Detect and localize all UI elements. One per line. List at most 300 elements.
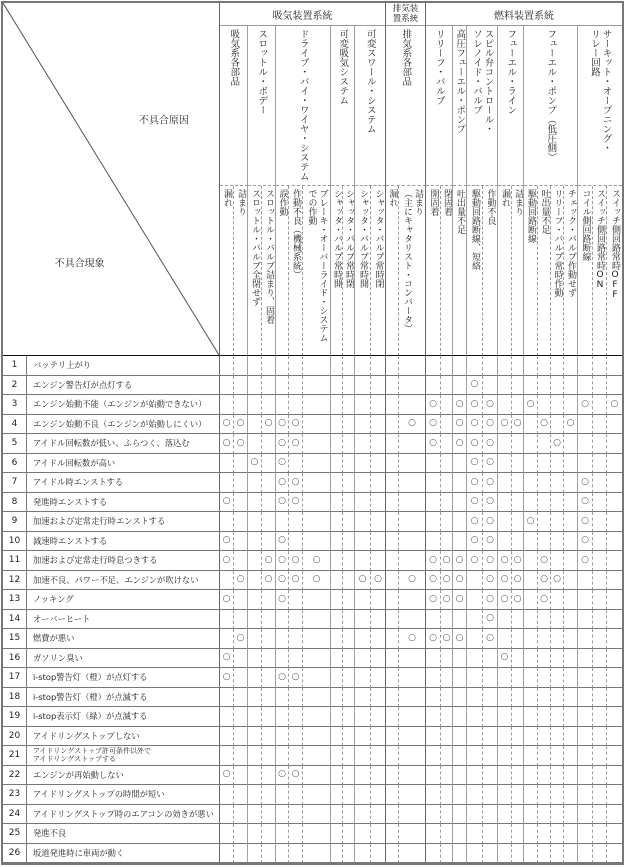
matrix-cell bbox=[234, 532, 248, 552]
matrix-cell bbox=[467, 473, 483, 493]
matrix-cell bbox=[262, 824, 276, 844]
matrix-cell bbox=[386, 629, 399, 649]
matrix-cell bbox=[234, 727, 248, 747]
mark-circle: ○ bbox=[455, 398, 464, 409]
matrix-cell bbox=[343, 766, 355, 786]
matrix-cell bbox=[343, 454, 355, 474]
matrix-cell bbox=[467, 376, 483, 396]
matrix-cell bbox=[538, 571, 551, 591]
cause-header-label: 吐出量不足 bbox=[455, 189, 465, 234]
matrix-cell bbox=[220, 746, 234, 766]
matrix-cell bbox=[498, 844, 512, 864]
matrix-cell bbox=[441, 844, 453, 864]
matrix-cell bbox=[578, 454, 593, 474]
matrix-cell bbox=[399, 473, 426, 493]
matrix-cell bbox=[512, 766, 524, 786]
matrix-cell bbox=[564, 785, 578, 805]
symptom-label: ノッキング bbox=[27, 590, 220, 610]
mark-circle: ○ bbox=[429, 593, 437, 604]
matrix-cell bbox=[331, 610, 343, 630]
matrix-cell bbox=[276, 668, 289, 688]
matrix-cell bbox=[512, 512, 524, 532]
matrix-cell bbox=[593, 649, 607, 669]
matrix-cell bbox=[234, 610, 248, 630]
mark-circle: ○ bbox=[500, 593, 509, 604]
matrix-cell bbox=[483, 649, 498, 669]
mark-circle: ○ bbox=[429, 632, 437, 643]
matrix-cell bbox=[607, 434, 622, 454]
matrix-cell bbox=[453, 356, 467, 376]
matrix-cell bbox=[276, 707, 289, 727]
matrix-cell bbox=[343, 571, 355, 591]
matrix-cell bbox=[441, 707, 453, 727]
mark-circle: ○ bbox=[222, 652, 231, 663]
mark-circle: ○ bbox=[581, 476, 589, 487]
matrix-cell bbox=[248, 649, 262, 669]
matrix-cell bbox=[426, 649, 441, 669]
matrix-cell bbox=[399, 629, 426, 649]
matrix-cell bbox=[607, 766, 622, 786]
mark-circle: ○ bbox=[278, 496, 286, 507]
matrix-cell bbox=[386, 415, 399, 435]
matrix-cell bbox=[453, 493, 467, 513]
matrix-cell bbox=[276, 473, 289, 493]
matrix-cell bbox=[343, 356, 355, 376]
cause-header-label: シャッタ・バルブ常時閉 bbox=[344, 189, 354, 288]
matrix-cell bbox=[441, 629, 453, 649]
mark-circle: ○ bbox=[470, 496, 479, 507]
matrix-cell bbox=[498, 668, 512, 688]
matrix-cell bbox=[441, 668, 453, 688]
mark-circle: ○ bbox=[222, 437, 231, 448]
matrix-cell bbox=[483, 512, 498, 532]
matrix-cell bbox=[498, 707, 512, 727]
row-number: 23 bbox=[3, 785, 27, 805]
cause-header-label: シャッタ・バルブ常時閉 bbox=[373, 189, 384, 288]
matrix-cell bbox=[262, 668, 276, 688]
matrix-cell bbox=[453, 785, 467, 805]
matrix-cell bbox=[248, 746, 262, 766]
mark-circle: ○ bbox=[442, 632, 451, 643]
matrix-cell bbox=[331, 746, 343, 766]
matrix-cell bbox=[303, 454, 331, 474]
matrix-cell bbox=[386, 610, 399, 630]
matrix-cell bbox=[399, 649, 426, 669]
matrix-cell bbox=[262, 473, 276, 493]
matrix-cell bbox=[399, 493, 426, 513]
matrix-cell bbox=[343, 532, 355, 552]
cause-header bbox=[441, 186, 453, 356]
matrix-cell bbox=[234, 356, 248, 376]
matrix-cell bbox=[248, 805, 262, 825]
cause-header bbox=[593, 186, 607, 356]
matrix-cell bbox=[248, 824, 262, 844]
row-number: 18 bbox=[3, 688, 27, 708]
mark-circle: ○ bbox=[486, 515, 494, 526]
matrix-cell bbox=[355, 356, 371, 376]
mark-circle: ○ bbox=[455, 437, 464, 448]
matrix-cell bbox=[551, 649, 564, 669]
matrix-cell bbox=[220, 844, 234, 864]
matrix-cell bbox=[220, 415, 234, 435]
matrix-cell bbox=[498, 395, 512, 415]
mark-circle: ○ bbox=[236, 632, 245, 643]
matrix-cell bbox=[343, 688, 355, 708]
matrix-cell bbox=[467, 512, 483, 532]
mark-circle: ○ bbox=[500, 652, 509, 663]
matrix-cell bbox=[248, 356, 262, 376]
mark-circle: ○ bbox=[408, 632, 416, 643]
component-header-label: リリーフ・バルブ bbox=[433, 29, 445, 105]
matrix-cell bbox=[248, 785, 262, 805]
matrix-cell bbox=[248, 473, 262, 493]
matrix-cell bbox=[483, 707, 498, 727]
cause-header-label: 詰まり bbox=[513, 189, 523, 216]
matrix-cell bbox=[399, 454, 426, 474]
matrix-cell bbox=[371, 649, 386, 669]
matrix-cell bbox=[538, 668, 551, 688]
matrix-cell bbox=[426, 766, 441, 786]
symptom-label: アイドリングストップの時間が短い bbox=[27, 785, 220, 805]
matrix-cell bbox=[220, 688, 234, 708]
matrix-cell bbox=[386, 356, 399, 376]
matrix-cell bbox=[453, 434, 467, 454]
matrix-cell bbox=[262, 590, 276, 610]
matrix-cell bbox=[467, 824, 483, 844]
row-number: 6 bbox=[3, 454, 27, 474]
matrix-cell bbox=[538, 785, 551, 805]
matrix-cell bbox=[593, 824, 607, 844]
matrix-cell bbox=[303, 649, 331, 669]
matrix-cell bbox=[483, 415, 498, 435]
matrix-cell bbox=[355, 532, 371, 552]
mark-circle: ○ bbox=[291, 671, 300, 682]
mark-circle: ○ bbox=[553, 574, 561, 585]
matrix-cell bbox=[551, 668, 564, 688]
matrix-cell bbox=[355, 512, 371, 532]
matrix-cell bbox=[371, 668, 386, 688]
matrix-cell bbox=[262, 688, 276, 708]
matrix-cell bbox=[386, 668, 399, 688]
matrix-cell bbox=[276, 766, 289, 786]
matrix-cell bbox=[248, 629, 262, 649]
mark-circle: ○ bbox=[513, 418, 522, 429]
matrix-cell bbox=[331, 395, 343, 415]
matrix-cell bbox=[564, 688, 578, 708]
matrix-cell bbox=[386, 649, 399, 669]
mark-circle: ○ bbox=[222, 535, 231, 546]
row-number: 24 bbox=[3, 805, 27, 825]
matrix-cell bbox=[498, 434, 512, 454]
group-header-label: 排気装 置系統 bbox=[392, 4, 419, 24]
mark-circle: ○ bbox=[291, 554, 300, 565]
matrix-cell bbox=[426, 727, 441, 747]
matrix-cell bbox=[524, 610, 538, 630]
matrix-cell bbox=[453, 532, 467, 552]
matrix-cell bbox=[276, 649, 289, 669]
matrix-cell bbox=[262, 571, 276, 591]
matrix-cell bbox=[386, 473, 399, 493]
symptom-label: i-stop表示灯（緑）が点滅する bbox=[27, 707, 220, 727]
matrix-cell bbox=[331, 668, 343, 688]
matrix-cell bbox=[289, 649, 303, 669]
matrix-cell bbox=[524, 824, 538, 844]
component-header-label: フューエル・ポンプ（低圧側） bbox=[545, 29, 557, 162]
matrix-cell bbox=[303, 590, 331, 610]
matrix-cell bbox=[331, 629, 343, 649]
matrix-cell bbox=[453, 707, 467, 727]
matrix-cell bbox=[343, 434, 355, 454]
mark-circle: ○ bbox=[278, 476, 286, 487]
matrix-cell bbox=[234, 668, 248, 688]
matrix-cell bbox=[426, 551, 441, 571]
matrix-cell bbox=[551, 844, 564, 864]
cause-header-label: 駆動回路断線、短絡 bbox=[470, 189, 480, 270]
cause-header-label: リリーフ・バルブ常時作動 bbox=[552, 189, 563, 297]
matrix-cell bbox=[331, 785, 343, 805]
matrix-cell bbox=[524, 532, 538, 552]
matrix-cell bbox=[538, 395, 551, 415]
matrix-cell bbox=[331, 766, 343, 786]
matrix-cell bbox=[512, 434, 524, 454]
matrix-cell bbox=[399, 766, 426, 786]
matrix-cell bbox=[564, 824, 578, 844]
matrix-cell bbox=[524, 454, 538, 474]
matrix-cell bbox=[234, 493, 248, 513]
cause-header bbox=[303, 186, 331, 356]
matrix-cell bbox=[248, 512, 262, 532]
mark-circle: ○ bbox=[291, 769, 300, 780]
matrix-cell bbox=[220, 590, 234, 610]
matrix-cell bbox=[343, 746, 355, 766]
matrix-cell bbox=[220, 571, 234, 591]
matrix-cell bbox=[467, 434, 483, 454]
cause-header bbox=[262, 186, 276, 356]
matrix-cell bbox=[276, 571, 289, 591]
matrix-cell bbox=[248, 727, 262, 747]
matrix-cell bbox=[564, 356, 578, 376]
matrix-cell bbox=[564, 727, 578, 747]
matrix-cell bbox=[453, 746, 467, 766]
matrix-cell bbox=[512, 805, 524, 825]
cause-header-label: 詰まり bbox=[236, 189, 246, 216]
row-number: 16 bbox=[3, 649, 27, 669]
matrix-cell bbox=[331, 688, 343, 708]
matrix-cell bbox=[593, 610, 607, 630]
matrix-cell bbox=[276, 746, 289, 766]
matrix-cell bbox=[343, 551, 355, 571]
matrix-cell bbox=[386, 590, 399, 610]
matrix-cell bbox=[262, 629, 276, 649]
matrix-cell bbox=[538, 415, 551, 435]
matrix-cell bbox=[593, 844, 607, 864]
matrix-cell bbox=[453, 571, 467, 591]
matrix-cell bbox=[355, 805, 371, 825]
matrix-cell bbox=[371, 473, 386, 493]
matrix-cell bbox=[564, 844, 578, 864]
matrix-cell bbox=[234, 376, 248, 396]
mark-circle: ○ bbox=[236, 437, 245, 448]
matrix-cell bbox=[248, 551, 262, 571]
matrix-cell bbox=[355, 727, 371, 747]
matrix-cell bbox=[538, 707, 551, 727]
matrix-cell bbox=[355, 454, 371, 474]
matrix-cell bbox=[399, 668, 426, 688]
matrix-cell bbox=[248, 415, 262, 435]
matrix-cell bbox=[538, 454, 551, 474]
matrix-cell bbox=[276, 590, 289, 610]
cause-header bbox=[355, 186, 371, 356]
component-header bbox=[578, 26, 622, 186]
cause-header-label: 漏れ bbox=[500, 189, 510, 207]
row-number: 8 bbox=[3, 493, 27, 513]
matrix-cell bbox=[331, 376, 343, 396]
matrix-cell bbox=[371, 590, 386, 610]
matrix-cell bbox=[593, 395, 607, 415]
mark-circle: ○ bbox=[455, 593, 464, 604]
matrix-cell bbox=[343, 512, 355, 532]
component-header bbox=[331, 26, 355, 186]
cause-header-label: 閉固着 bbox=[442, 189, 452, 216]
matrix-cell bbox=[467, 727, 483, 747]
matrix-cell bbox=[538, 590, 551, 610]
matrix-cell bbox=[483, 376, 498, 396]
matrix-cell bbox=[303, 571, 331, 591]
matrix-cell bbox=[371, 551, 386, 571]
matrix-cell bbox=[593, 493, 607, 513]
matrix-cell bbox=[467, 688, 483, 708]
matrix-cell bbox=[538, 493, 551, 513]
matrix-cell bbox=[276, 434, 289, 454]
mark-circle: ○ bbox=[455, 632, 464, 643]
matrix-cell bbox=[220, 668, 234, 688]
matrix-cell bbox=[399, 610, 426, 630]
matrix-cell bbox=[234, 746, 248, 766]
mark-circle: ○ bbox=[540, 554, 548, 565]
matrix-cell bbox=[593, 727, 607, 747]
matrix-cell bbox=[578, 590, 593, 610]
symptom-label: アイドル時エンストする bbox=[27, 473, 220, 493]
matrix-cell bbox=[564, 629, 578, 649]
mark-circle: ○ bbox=[470, 437, 479, 448]
mark-circle: ○ bbox=[291, 496, 300, 507]
mark-circle: ○ bbox=[610, 398, 619, 409]
mark-circle: ○ bbox=[264, 418, 273, 429]
mark-circle: ○ bbox=[486, 496, 494, 507]
matrix-cell bbox=[276, 512, 289, 532]
matrix-cell bbox=[453, 766, 467, 786]
matrix-cell bbox=[524, 571, 538, 591]
mark-circle: ○ bbox=[442, 574, 451, 585]
mark-circle: ○ bbox=[408, 418, 416, 429]
symptom-label: 加速不良、パワー不足、エンジンが吹けない bbox=[27, 571, 220, 591]
matrix-cell bbox=[607, 805, 622, 825]
matrix-cell bbox=[371, 454, 386, 474]
matrix-cell bbox=[331, 805, 343, 825]
matrix-cell bbox=[498, 532, 512, 552]
matrix-cell bbox=[248, 707, 262, 727]
matrix-cell bbox=[564, 766, 578, 786]
matrix-cell bbox=[248, 688, 262, 708]
matrix-cell bbox=[578, 668, 593, 688]
matrix-cell bbox=[331, 512, 343, 532]
matrix-cell bbox=[578, 785, 593, 805]
matrix-cell bbox=[551, 746, 564, 766]
matrix-cell bbox=[343, 668, 355, 688]
cause-header bbox=[483, 186, 498, 356]
mark-circle: ○ bbox=[470, 535, 479, 546]
matrix-cell bbox=[441, 395, 453, 415]
mark-circle: ○ bbox=[291, 476, 300, 487]
matrix-cell bbox=[551, 493, 564, 513]
matrix-cell bbox=[234, 766, 248, 786]
row-number: 13 bbox=[3, 590, 27, 610]
mark-circle: ○ bbox=[429, 574, 437, 585]
matrix-cell bbox=[483, 746, 498, 766]
matrix-cell bbox=[578, 473, 593, 493]
matrix-cell bbox=[593, 356, 607, 376]
matrix-cell bbox=[426, 454, 441, 474]
matrix-cell bbox=[607, 454, 622, 474]
component-header bbox=[248, 26, 276, 186]
matrix-cell bbox=[538, 473, 551, 493]
cause-header-label: 作動不良（機械系統） bbox=[291, 189, 301, 279]
cause-header-label: 開固着 bbox=[428, 189, 439, 216]
matrix-cell bbox=[524, 512, 538, 532]
matrix-cell bbox=[262, 532, 276, 552]
matrix-cell bbox=[453, 668, 467, 688]
matrix-cell bbox=[399, 746, 426, 766]
matrix-cell bbox=[399, 727, 426, 747]
matrix-cell bbox=[467, 649, 483, 669]
matrix-cell bbox=[276, 454, 289, 474]
matrix-cell bbox=[551, 512, 564, 532]
component-header-label: 可変吸気システム bbox=[337, 29, 349, 105]
matrix-cell bbox=[498, 688, 512, 708]
matrix-cell bbox=[578, 629, 593, 649]
matrix-cell bbox=[399, 785, 426, 805]
matrix-cell bbox=[331, 415, 343, 435]
matrix-cell bbox=[303, 493, 331, 513]
matrix-cell bbox=[564, 590, 578, 610]
symptom-label: エンジンが再始動しない bbox=[27, 766, 220, 786]
matrix-cell bbox=[607, 493, 622, 513]
corner-header bbox=[3, 3, 220, 356]
component-header-label: 排気系各部品 bbox=[400, 29, 412, 86]
matrix-cell bbox=[399, 532, 426, 552]
matrix-cell bbox=[512, 649, 524, 669]
mark-circle: ○ bbox=[278, 593, 286, 604]
cause-header bbox=[331, 186, 343, 356]
matrix-cell bbox=[467, 707, 483, 727]
cause-header-label: 漏れ bbox=[222, 189, 232, 207]
matrix-cell bbox=[578, 610, 593, 630]
matrix-cell bbox=[248, 766, 262, 786]
matrix-cell bbox=[564, 610, 578, 630]
matrix-cell bbox=[498, 376, 512, 396]
matrix-cell bbox=[220, 512, 234, 532]
matrix-cell bbox=[607, 376, 622, 396]
component-header-label: 高圧フューエル・ポンプ bbox=[454, 29, 466, 134]
cause-header bbox=[248, 186, 262, 356]
mark-circle: ○ bbox=[540, 574, 548, 585]
symptom-label: 発進時エンストする bbox=[27, 493, 220, 513]
matrix-cell bbox=[371, 512, 386, 532]
matrix-cell bbox=[399, 590, 426, 610]
matrix-cell bbox=[248, 668, 262, 688]
matrix-cell bbox=[551, 688, 564, 708]
matrix-cell bbox=[453, 649, 467, 669]
